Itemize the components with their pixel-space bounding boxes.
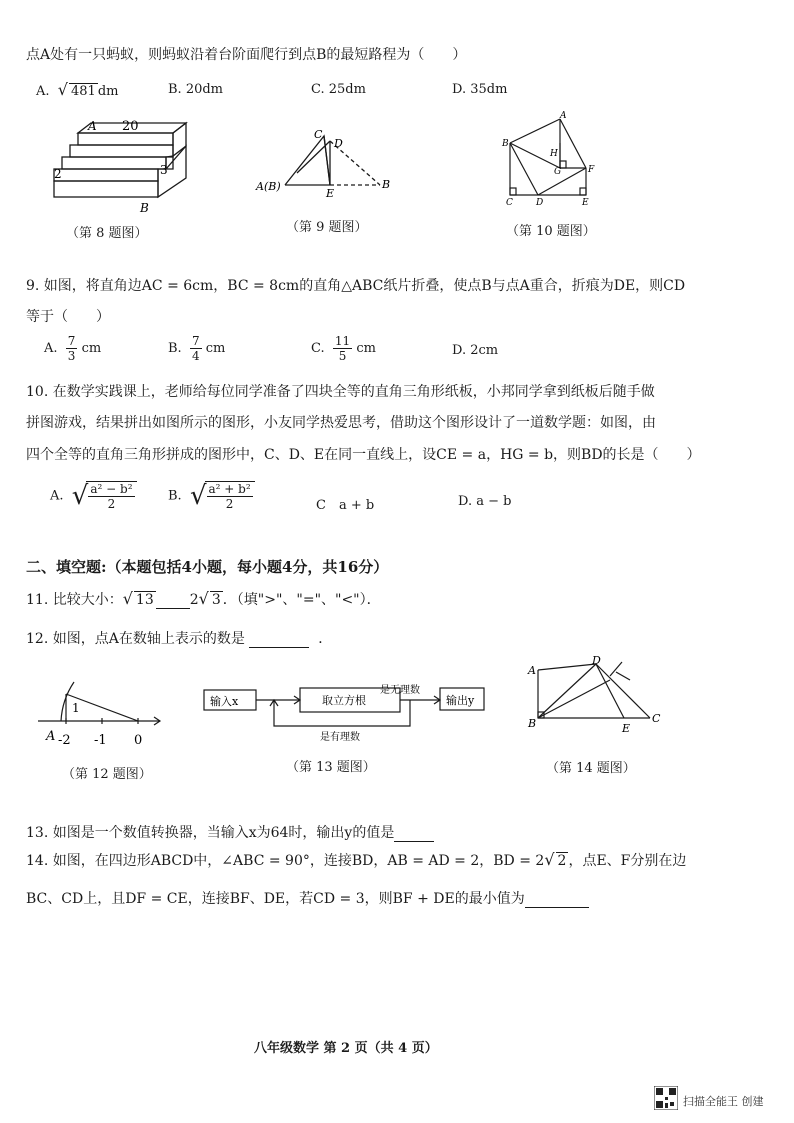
fig9-caption: （第 9 题图）	[286, 220, 368, 235]
q8-option-c: C. 25dm	[311, 82, 366, 97]
fig12-label-1: 1	[72, 701, 80, 715]
fig14-label-b: B	[528, 717, 537, 730]
q10-question-line1: 10. 在数学实践课上，老师给每位同学准备了四块全等的直角三角形纸板，小邦同学拿到纸板后随手做	[26, 384, 655, 400]
fig10-four-triangles-diagram	[498, 110, 598, 210]
fig9-label-d: D	[334, 137, 343, 150]
q8-option-d: D. 35dm	[452, 82, 508, 97]
fig10-label-e: E	[582, 198, 589, 208]
fig13-caption: （第 13 题图）	[286, 760, 376, 775]
fig9-label-b: B	[382, 178, 391, 191]
fig14-caption: （第 14 题图）	[546, 761, 636, 776]
fig14-label-a: A	[528, 664, 536, 677]
fig10-label-f: F	[588, 165, 595, 175]
fig9-fold-diagram	[252, 128, 402, 198]
q9-option-c: C. $\frac{11}{5}$ cm	[311, 334, 376, 363]
q10-option-b: B. √ $\frac{\text{a² + b²}}{2}$	[168, 481, 255, 511]
fig10-label-h: H	[550, 149, 558, 159]
fig12-label-0: 0	[134, 733, 143, 748]
fig13-input-box: 输入x	[210, 695, 239, 708]
q10-question-line3: 四个全等的直角三角形拼成的图形中，C、D、E在同一直线上，设CE = a，HG = b，则BD的长是（ ）	[26, 447, 701, 463]
q9-option-b: B. $\frac{7}{4}$ cm	[168, 334, 226, 363]
fig9-label-c: C	[314, 128, 323, 141]
fig8-label-b: B	[140, 201, 149, 215]
fig14-label-d: D	[592, 654, 601, 667]
q8-option-a: A. √ 481 dm	[36, 80, 119, 99]
fig13-flow-chart	[200, 680, 490, 746]
q8-question-tail: 点A处有一只蚂蚁，则蚂蚁沿着台阶面爬行到点B的最短路程为（ ）	[26, 47, 467, 63]
fig14-label-c: C	[652, 712, 661, 725]
q9-question-line2: 等于（ ）	[26, 309, 110, 325]
fig10-label-b: B	[502, 139, 509, 149]
q11-question: 11. 比较大小：√ 13 2√ 3 ．（填">"、"="、"<"）．	[26, 589, 381, 608]
fig14-label-e: E	[622, 722, 631, 735]
fig12-label-neg2: -2	[58, 733, 71, 748]
fig13-rational-label: 是有理数	[320, 732, 360, 743]
scanner-watermark: 扫描全能王 创建	[683, 1095, 764, 1108]
q10-option-c: C a + b	[316, 498, 375, 513]
q10-option-a: A. √ $\frac{\text{a² − b²}}{2}$	[50, 481, 137, 511]
q13-question: 13. 如图是一个数值转换器，当输入x为64时，输出y的值是	[26, 822, 434, 842]
fig10-label-a: A	[560, 111, 567, 121]
q10-question-line2: 拼图游戏，结果拼出如图所示的图形，小友同学热爱思考，借助这个图形设计了一道数学题：如图，由	[26, 415, 656, 431]
fig8-label-3: 3	[160, 163, 168, 177]
fig10-label-c: C	[506, 198, 513, 208]
fig10-label-d: D	[536, 198, 544, 208]
fig9-label-e: E	[326, 187, 335, 198]
fig8-staircase-diagram	[48, 118, 198, 218]
fig8-caption: （第 8 题图）	[66, 226, 148, 241]
fig8-label-20: 20	[122, 119, 139, 134]
fig14-quadrilateral-diagram	[524, 652, 672, 740]
q14-question-line1: 14. 如图，在四边形ABCD中，∠ABC = 90°，连接BD，AB = AD = 2，BD = 2√ 2 ，点E、F分别在边	[26, 850, 687, 869]
fig8-label-a: A	[88, 119, 97, 133]
fig13-cube-root-box: 取立方根	[322, 694, 366, 707]
fig13-output-box: 输出y	[446, 694, 475, 707]
q9-option-a: A. $\frac{7}{3}$ cm	[44, 334, 102, 363]
fig12-label-neg1: -1	[94, 733, 107, 748]
q12-question: 12. 如图，点A在数轴上表示的数是 ．	[26, 631, 333, 647]
q10-option-d: D. a − b	[458, 494, 512, 509]
q8-option-b: B. 20dm	[168, 82, 224, 97]
fig8-label-2: 2	[54, 167, 62, 181]
q9-question-line1: 9. 如图，将直角边AC = 6cm，BC = 8cm的直角△ABC纸片折叠，使点B与点A重合，折痕为DE，则CD	[26, 278, 686, 294]
fig12-label-a: A	[46, 729, 56, 744]
fig10-label-g: G	[554, 167, 562, 177]
fig9-label-ab: A(B)	[256, 180, 281, 193]
qr-code-icon	[654, 1086, 678, 1110]
page-footer: 八年级数学 第 2 页（共 4 页）	[254, 1041, 438, 1056]
fig10-caption: （第 10 题图）	[506, 224, 596, 239]
fig13-irrational-label: 是无理数	[380, 685, 420, 696]
fig12-caption: （第 12 题图）	[62, 767, 152, 782]
q14-question-line2: BC、CD上，且DF = CE，连接BF、DE，若CD = 3，则BF + DE的最小值为	[26, 888, 589, 908]
section-fill-in-heading: 二、填空题:（本题包括4小题，每小题4分，共16分）	[26, 558, 389, 576]
fig12-number-line	[34, 676, 164, 752]
q9-option-d: D. 2cm	[452, 343, 499, 358]
